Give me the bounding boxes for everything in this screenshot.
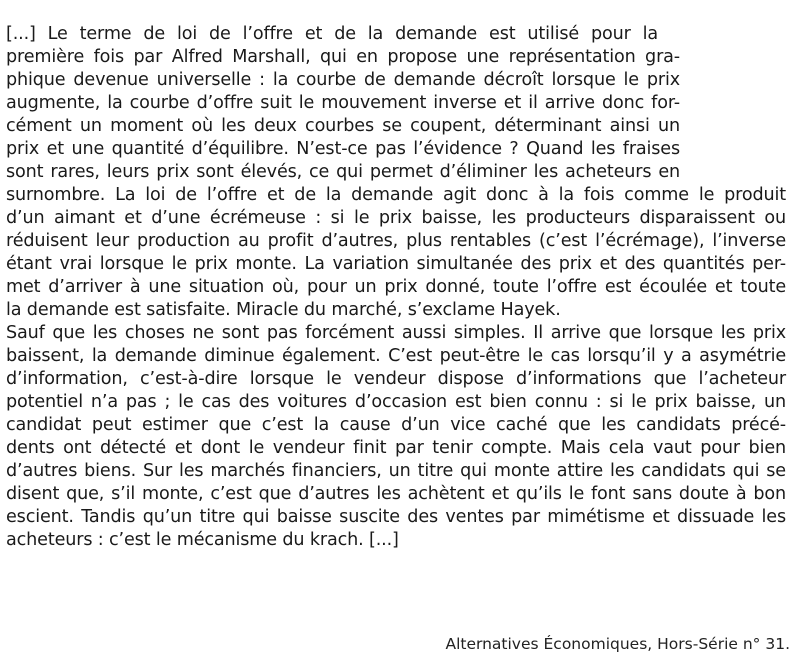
text-line: réduisent leur production au profit d’autres, plus rentables (c’est l’écrémage), l’inverse xyxy=(6,231,786,251)
text-line: dents ont détecté et dont le vendeur finit par tenir compte. Mais cela vaut pour bien xyxy=(6,438,786,458)
text-line: Sauf que les choses ne sont pas forcément aussi simples. Il arrive que lorsque les prix xyxy=(6,323,786,343)
text-line: baissent, la demande diminue également. C’est peut-être le cas lorsqu’il y a asymétrie xyxy=(6,346,786,366)
text-line: sont rares, leurs prix sont élevés, ce qui permet d’éliminer les acheteurs en xyxy=(6,162,680,182)
text-line: première fois par Alfred Marshall, qui en propose une représentation gra- xyxy=(6,47,680,67)
text-line: disent que, s’il monte, c’est que d’autres les achètent et qu’ils le font sans doute à bon xyxy=(6,484,786,504)
text-line: augmente, la courbe d’offre suit le mouvement inverse et il arrive donc for- xyxy=(6,93,680,113)
text-line: prix et une quantité d’équilibre. N’est-ce pas l’évidence ? Quand les fraises xyxy=(6,139,680,159)
article-text xyxy=(6,23,796,552)
text-line: d’autres biens. Sur les marchés financiers, un titre qui monte attire les candidats qui se xyxy=(6,461,786,481)
text-line: la demande est satisfaite. Miracle du marché, s’exclame Hayek. xyxy=(6,300,561,320)
text-line: met d’arriver à une situation où, pour un prix donné, toute l’offre est écoulée et toute xyxy=(6,277,786,297)
text-line: [...] Le terme de loi de l’offre et de la demande est utilisé pour la xyxy=(6,24,658,44)
text-line: phique devenue universelle : la courbe de demande décroît lorsque le prix xyxy=(6,70,680,90)
text-line: escient. Tandis qu’un titre qui baisse suscite des ventes par mimétisme et dissuade les xyxy=(6,507,786,527)
paragraph-1 xyxy=(6,23,796,322)
source-citation: Alternatives Économiques, Hors-Série n° 31. xyxy=(445,635,790,653)
text-line: étant vrai lorsque le prix monte. La variation simultanée des prix et des quantités per- xyxy=(6,254,786,274)
text-line: d’un aimant et d’une écrémeuse : si le prix baisse, les producteurs disparaissent ou xyxy=(6,208,786,228)
text-line: surnombre. La loi de l’offre et de la demande agit donc à la fois comme le produit xyxy=(6,185,786,205)
text-line: candidat peut estimer que c’est la cause d’un vice caché que les candidats précé- xyxy=(6,415,786,435)
text-line: potentiel n’a pas ; le cas des voitures d’occasion est bien connu : si le prix baisse, un xyxy=(6,392,786,412)
text-line: d’information, c’est-à-dire lorsque le vendeur dispose d’informations que l’acheteur xyxy=(6,369,786,389)
text-line: cément un moment où les deux courbes se coupent, déterminant ainsi un xyxy=(6,116,680,136)
paragraph-2 xyxy=(6,322,796,552)
text-line: acheteurs : c’est le mécanisme du krach. [...] xyxy=(6,530,399,550)
